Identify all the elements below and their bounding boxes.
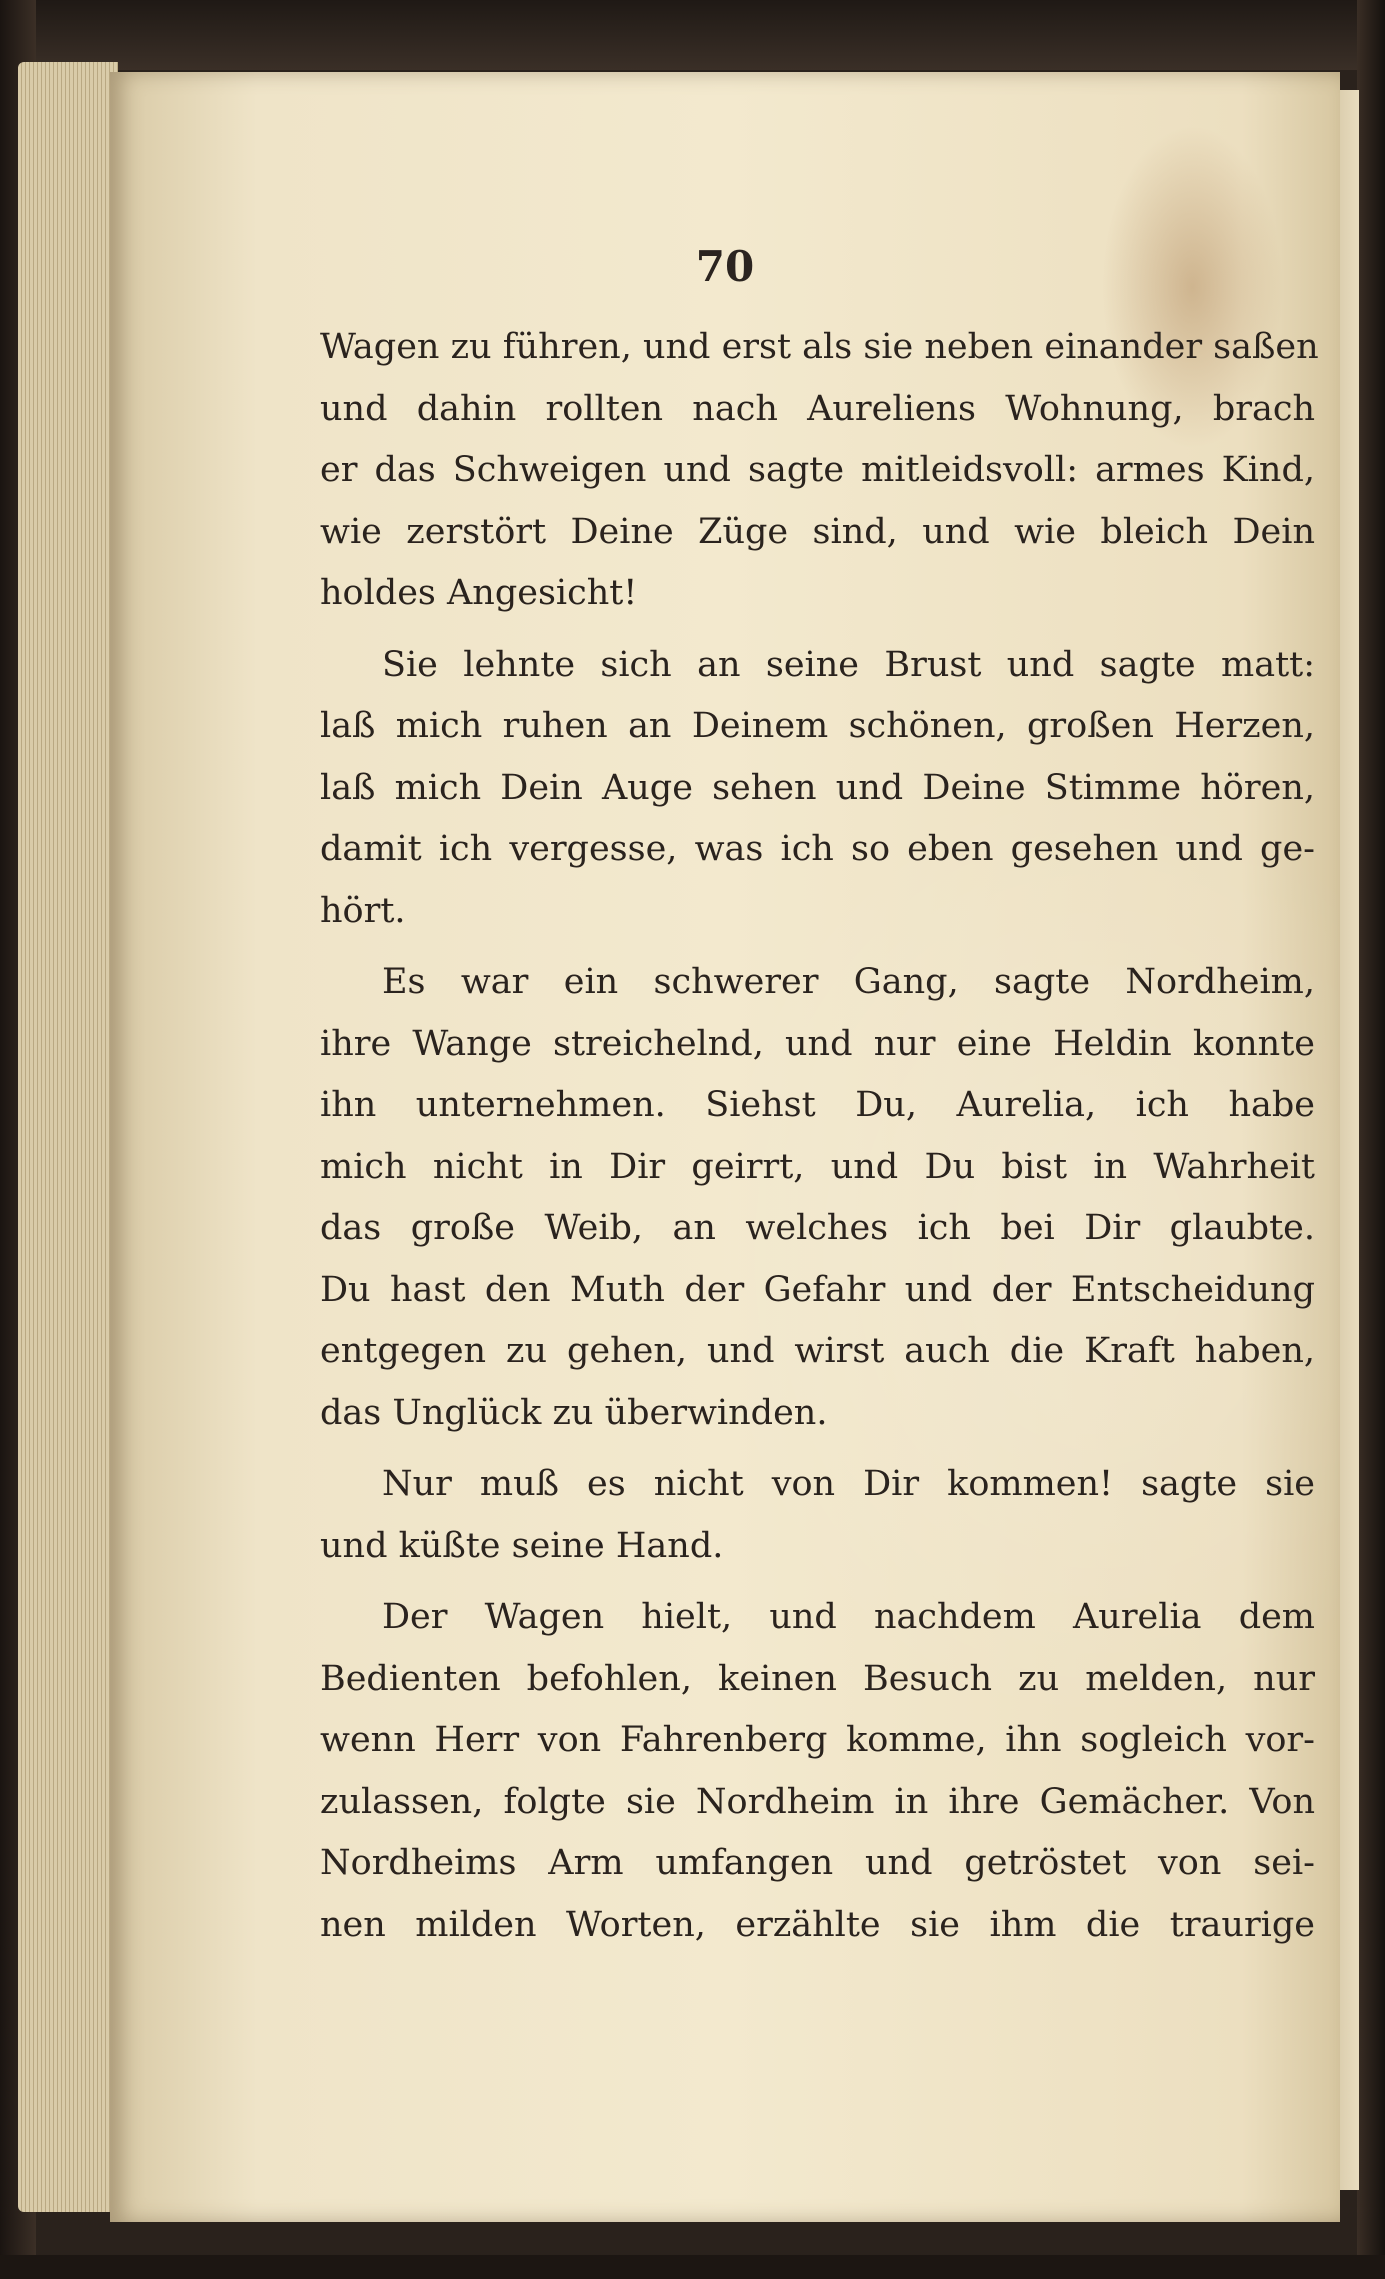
book-page	[110, 72, 1340, 2222]
text-line: das große Weib, an welches ich bei Dir glaubte.	[320, 1208, 1315, 1248]
paragraph	[320, 635, 1315, 943]
text-line: und küßte seine Hand.	[320, 1525, 724, 1566]
paragraph	[320, 317, 1319, 625]
text-line: Nur muß es nicht von Dir kommen! sagte sie	[382, 1464, 1315, 1504]
paragraph-gap	[320, 1577, 1315, 1587]
paragraph-gap	[320, 625, 1315, 635]
paragraph	[320, 1454, 1315, 1577]
text-line: er das Schweigen und sagte mitleidsvoll: armes Kind,	[320, 450, 1315, 490]
text-line: Der Wagen hielt, und nachdem Aurelia dem	[382, 1597, 1315, 1637]
text-line: Wagen zu führen, und erst als sie neben einander saßen	[320, 327, 1319, 367]
text-line: Es war ein schwerer Gang, sagte Nordheim,	[382, 962, 1315, 1002]
paragraph-gap	[320, 1444, 1315, 1454]
page-edges	[18, 62, 118, 2212]
paragraph	[320, 1587, 1315, 1956]
text-line: laß mich ruhen an Deinem schönen, großen Herzen,	[320, 706, 1315, 746]
text-line: nen milden Worten, erzählte sie ihm die traurige	[320, 1904, 1315, 1945]
text-line: ihre Wange streichelnd, und nur eine Heldin konnte	[320, 1023, 1315, 1064]
text-line: entgegen zu gehen, und wirst auch die Kraft haben,	[320, 1331, 1315, 1371]
text-line: Du hast den Muth der Gefahr und der Entscheidung	[320, 1269, 1315, 1310]
text-line: Nordheims Arm umfangen und getröstet von sei-	[320, 1843, 1315, 1883]
text-line: wenn Herr von Fahrenberg komme, ihn sogleich vor-	[320, 1720, 1315, 1760]
text-line: ihn unternehmen. Siehst Du, Aurelia, ich habe	[320, 1085, 1315, 1125]
text-line: mich nicht in Dir geirrt, und Du bist in Wahrheit	[320, 1146, 1315, 1187]
book-cover-top	[0, 0, 1385, 70]
book-cover-right	[1357, 0, 1385, 2279]
text-line: zulassen, folgte sie Nordheim in ihre Gemächer. Von	[320, 1781, 1315, 1822]
text-line: das Unglück zu überwinden.	[320, 1392, 828, 1433]
paragraph	[320, 952, 1315, 1444]
text-line: Bedienten befohlen, keinen Besuch zu melden, nur	[320, 1658, 1315, 1699]
page-number: 70	[695, 242, 755, 291]
paragraph-gap	[320, 942, 1315, 952]
book-cover-bottom	[0, 2255, 1385, 2279]
text-line: und dahin rollten nach Aureliens Wohnung, brach	[320, 388, 1315, 429]
page-text	[320, 317, 1319, 1956]
text-line: damit ich vergesse, was ich so eben gesehen und ge-	[320, 829, 1315, 869]
text-line: laß mich Dein Auge sehen und Deine Stimme hören,	[320, 767, 1315, 808]
text-line: Sie lehnte sich an seine Brust und sagte matt:	[382, 644, 1315, 685]
text-line: holdes Angesicht!	[320, 573, 638, 613]
text-line: wie zerstört Deine Züge sind, und wie bleich Dein	[320, 511, 1315, 552]
text-line: hört.	[320, 890, 406, 931]
